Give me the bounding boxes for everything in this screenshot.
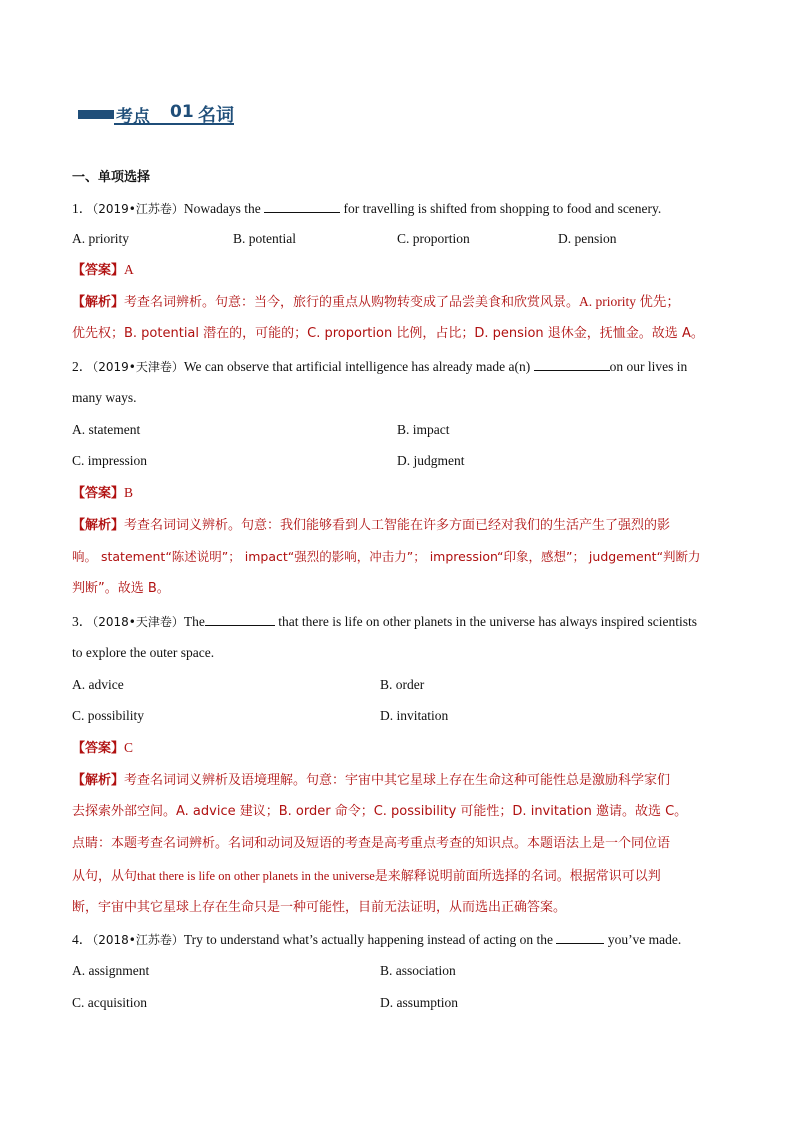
q2-blank — [534, 356, 610, 371]
q3-analysis-line2: 去探索外部空间。A. advice 建议；B. order 命令；C. possibility 可能性；D. invitation 邀请。故选 C。 — [72, 804, 688, 819]
q3-stem-cont: to explore the outer space. — [72, 645, 215, 660]
q3-option-b: B. order — [380, 677, 425, 692]
q2-answer-value: B — [124, 485, 134, 500]
q2-text-a: We can observe that artificial intelligence has already made a(n) — [183, 359, 531, 374]
q2-stem — [72, 356, 687, 377]
q3-tip-text-b: 是来解释说明前面所选择的名词。根据常识可以判 — [374, 869, 661, 884]
q1-text-a: Nowadays the — [183, 201, 261, 216]
q1-answer-tag: 【答案】 — [72, 263, 125, 278]
q3-option-d: D. invitation — [380, 708, 449, 723]
q2-text-b: on our lives in — [609, 359, 688, 374]
section-title: 一、单项选择 — [72, 170, 151, 185]
q2-analysis-line1 — [72, 515, 670, 536]
q3-answer-tag: 【答案】 — [72, 741, 125, 756]
q4-blank — [556, 929, 604, 944]
q4-option-a: A. assignment — [72, 963, 150, 978]
q2-answer-tag: 【答案】 — [72, 486, 125, 501]
q1-analysis-line1 — [72, 292, 680, 313]
q4-num: 4． — [72, 932, 93, 947]
q2-option-a: A. statement — [72, 422, 141, 437]
q3-blank — [205, 611, 275, 626]
q3-analysis-text1: 考查名词词义辨析及语境理解。句意：宇宙中其它星球上存在生命这种可能性总是激励科学家们 — [124, 773, 671, 788]
q3-text-a: The — [183, 614, 205, 629]
q2-stem-cont: many ways. — [72, 390, 137, 405]
q3-answer — [72, 738, 133, 759]
q1-analysis-red: A. priority 优先； — [579, 294, 680, 309]
q3-analysis-tag: 【解析】 — [72, 773, 125, 788]
q1-answer-value: A — [124, 262, 134, 277]
q1-text-b: for travelling is shifted from shopping to food and scenery. — [343, 201, 662, 216]
q1-option-a: A. priority — [72, 231, 129, 246]
q1-num: 1． — [72, 201, 93, 216]
q3-tip-line3: 断，宇宙中其它星球上存在生命只是一种可能性，目前无法证明，从而选出正确答案。 — [72, 900, 567, 915]
q1-option-c: C. proportion — [397, 231, 470, 246]
q4-option-d: D. assumption — [380, 995, 459, 1010]
q3-answer-value: C — [124, 740, 134, 755]
q1-analysis-line2: 优先权；B. potential 潜在的，可能的；C. proportion 比例，占比；D. pension 退休金，抚恤金。故选 A。 — [72, 326, 704, 341]
q4-option-b: B. association — [380, 963, 456, 978]
q2-source: （2019•天津卷） — [92, 360, 184, 374]
q1-option-b: B. potential — [233, 231, 296, 246]
q3-stem — [72, 611, 697, 632]
header-kaodian: 考点 — [116, 107, 150, 127]
q4-text-b: you’ve made. — [607, 932, 682, 947]
header-title: 名词 — [198, 105, 234, 126]
q1-analysis-cn: 考查名词辨析。句意：当今，旅行的重点从购物转变成了品尝美食和欣赏风景。 — [124, 295, 580, 310]
q1-blank — [264, 198, 340, 213]
q4-source: （2018•江苏卷） — [92, 933, 184, 947]
q3-tip-english: that there is life on other planets in the universe — [137, 869, 375, 883]
q2-analysis-line2: 响。 statement“陈述说明”； impact“强烈的影响，冲击力”； impression“印象，感想”； judgement“判断力 — [72, 549, 701, 564]
q3-tip-line1: 点睛：本题考查名词辨析。名词和动词及短语的考查是高考重点考查的知识点。本题语法上是一个同位语 — [72, 836, 671, 851]
q1-option-d: D. pension — [558, 231, 617, 246]
q3-option-a: A. advice — [72, 677, 124, 692]
q1-source: （2019•江苏卷） — [92, 202, 184, 216]
q3-tip-line2 — [72, 866, 661, 887]
q3-text-b: that there is life on other planets in the universe has always inspired scientists — [278, 614, 698, 629]
q1-answer — [72, 260, 134, 281]
q1-stem — [72, 198, 661, 219]
q2-option-d: D. judgment — [397, 453, 465, 468]
q4-stem — [72, 929, 681, 950]
q3-tip-text-a: 从句，从句 — [72, 869, 138, 884]
q4-text-a: Try to understand what’s actually happening instead of acting on the — [183, 932, 554, 947]
q2-analysis-text1: 考查名词词义辨析。句意：我们能够看到人工智能在许多方面已经对我们的生活产生了强烈的影 — [124, 518, 671, 533]
q3-source: （2018•天津卷） — [92, 615, 184, 629]
q1-analysis-tag: 【解析】 — [72, 295, 125, 310]
header-number: 01 — [170, 102, 194, 122]
q2-option-c: C. impression — [72, 453, 148, 468]
q2-num: 2． — [72, 359, 93, 374]
q4-option-c: C. acquisition — [72, 995, 147, 1010]
q3-num: 3． — [72, 614, 93, 629]
q3-option-c: C. possibility — [72, 708, 145, 723]
q2-answer — [72, 483, 133, 504]
q2-option-b: B. impact — [397, 422, 450, 437]
q3-analysis-line1 — [72, 770, 670, 791]
q2-analysis-tag: 【解析】 — [72, 518, 125, 533]
header-bar-decoration — [78, 110, 114, 119]
q2-analysis-line3: 判断”。故选 B。 — [72, 581, 170, 596]
